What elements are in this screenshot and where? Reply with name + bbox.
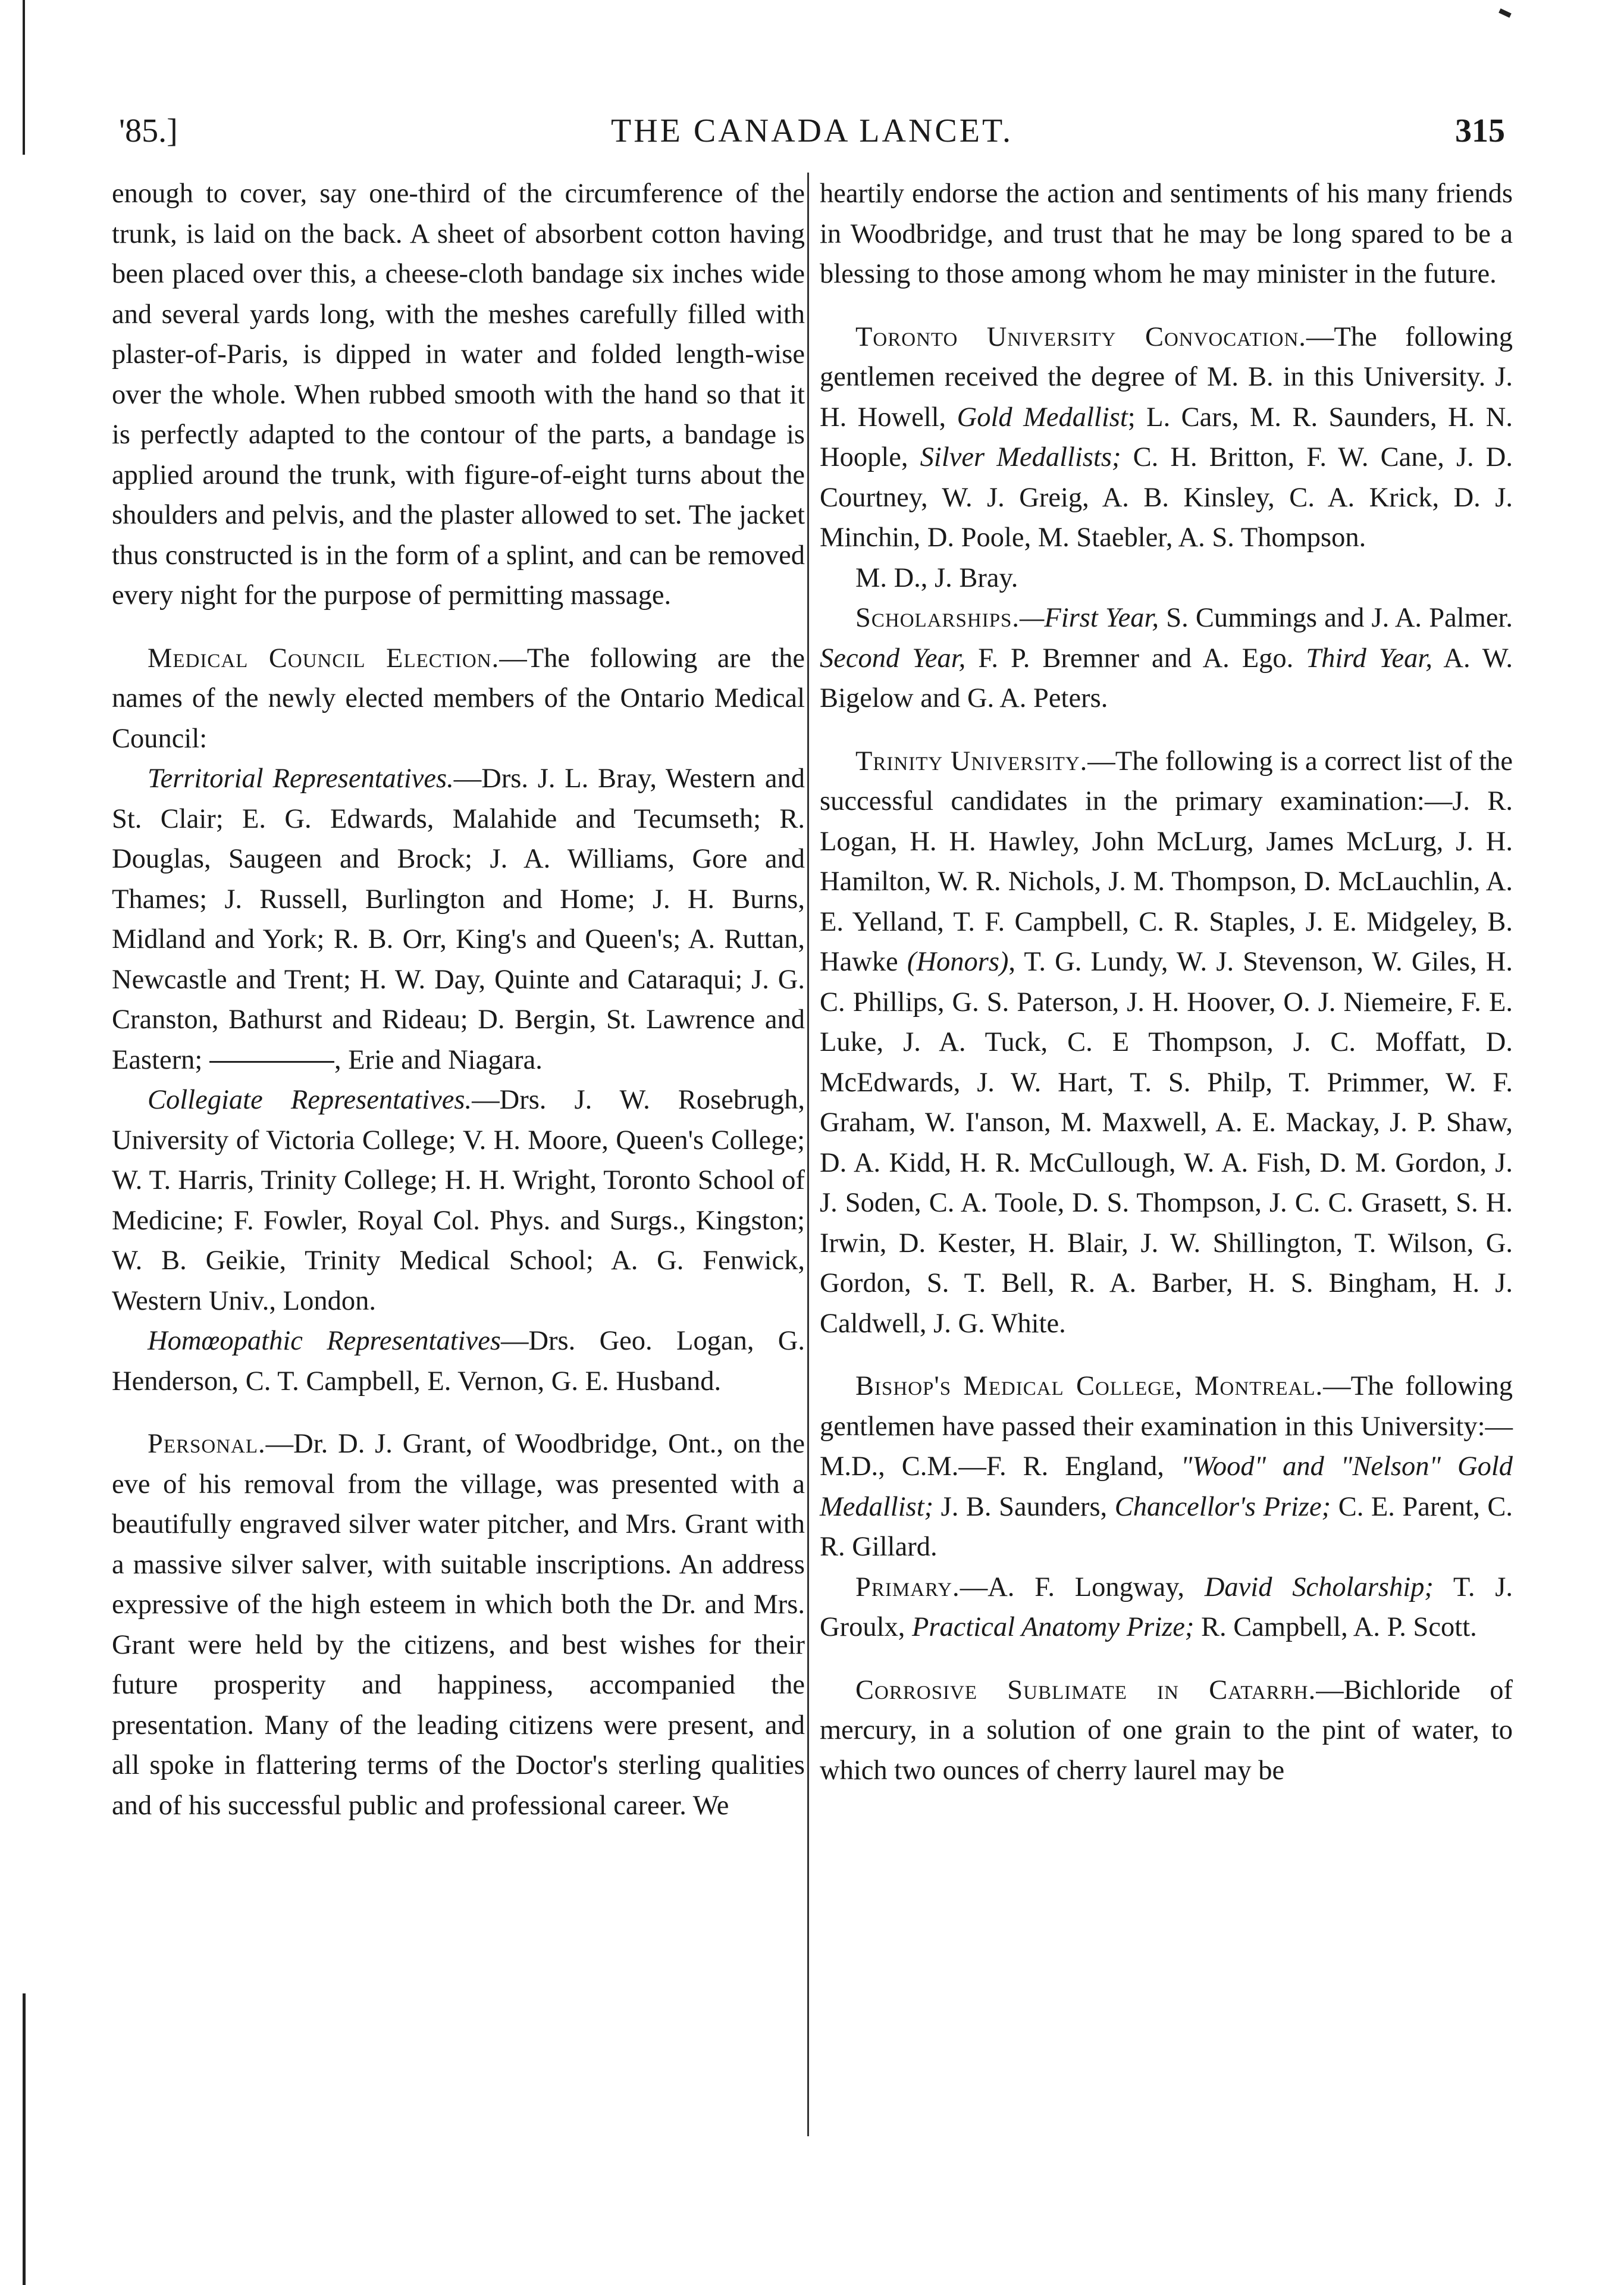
corrosive-heading: Corrosive Sublimate in Catarrh.: [855, 1674, 1316, 1705]
primary-text-c: R. Campbell, A. P. Scott.: [1201, 1612, 1477, 1642]
bishops-text-c: C. E. Parent, C. R. Gillard.: [820, 1491, 1513, 1562]
primary-heading: Primary.: [855, 1572, 960, 1602]
blank-dash: [209, 1061, 334, 1063]
homoeopathic-text: —Drs. Geo. Logan, G. Henderson, C. T. Campbell, E. Vernon, G. E. Husband.: [112, 1326, 805, 1397]
column-divider: [807, 173, 809, 2136]
third-year-names: A. W. Bigelow and G. A. Peters.: [820, 643, 1513, 713]
gold-medallist: Gold Medallist: [957, 402, 1128, 433]
trinity-paragraph: [820, 741, 1513, 1344]
bishops-text-a: —The following gentlemen have passed their examination in this University:—M.D., C.M.—F. R. England,: [820, 1371, 1513, 1482]
corrosive-paragraph: [820, 1670, 1513, 1791]
medical-council-intro: —The following are the names of the newly elected members of the Ontario Medical Council:: [112, 643, 805, 754]
medical-council-paragraph: [112, 638, 805, 759]
toronto-paragraph: [820, 317, 1513, 558]
trinity-text-a: —The following is a correct list of the successful candidates in the primary examination:—J. R. Logan, H. H. Hawley, John McLurg, James McLurg, J. H. Hamilton, W. R. Nichols, J. M. Thompson, D. McLauchlin, A. E. Yelland, T. F. Campbell, C. R. Staples, J. E. Midgeley, B. Hawke: [820, 746, 1513, 977]
third-year-label: Third Year,: [1306, 643, 1432, 674]
toronto-text-c: C. H. Britton, F. W. Cane, J. D. Courtney, W. J. Greig, A. B. Kinsley, C. A. Krick, D. J. Minchin, D. Poole, M. Staebler, A. S. Thompson.: [820, 442, 1513, 553]
page-number: 315: [1455, 112, 1505, 149]
first-year-names: S. Cummings and J. A. Palmer.: [1166, 603, 1513, 633]
territorial-text: —Drs. J. L. Bray, Western and St. Clair; E. G. Edwards, Malahide and Tecumseth; R. Douglas, Saugeen and Brock; J. A. Williams, Gore and Thames; J. Russell, Burlington and Home; J. H. Burns, Midland and York; R. B. Orr, King's and Queen's; A. Ruttan, Newcastle and Trent; H. W. Day, Quinte and Cataraqui; J. G. Cranston, Bathurst and Rideau; D. Bergin, St. Lawrence and Eastern;: [112, 763, 805, 1075]
corrosive-text: —Bichloride of mercury, in a solution of one grain to the pint of water, to which two ounces of cherry laurel may be: [820, 1674, 1513, 1786]
bishops-paragraph: [820, 1366, 1513, 1567]
silver-medallists: Silver Medallists;: [920, 442, 1121, 472]
toronto-heading: Toronto University Convocation.: [855, 321, 1306, 352]
wood-nelson-medal: "Wood" and "Nelson" Gold Medallist;: [820, 1451, 1513, 1522]
trinity-heading: Trinity University.: [855, 746, 1088, 777]
bishops-text-b: J. B. Saunders,: [940, 1491, 1108, 1522]
bandage-paragraph: enough to cover, say one-third of the circumference of the trunk, is laid on the back. A sheet of absorbent cotton having been placed over this, a cheese-cloth bandage six inches wide and several yards long, with the meshes carefully filled with plaster-of-Paris, is dipped in water and folded length-wise over the whole. When rubbed smooth with the hand so that it is perfectly adapted to the contour of the parts, a bandage is applied around the trunk, with figure-of-eight turns about the shoulders and pelvis, and the plaster allowed to set. The jacket thus constructed is in the form of a splint, and can be removed every night for the purpose of permitting massage.: [112, 179, 805, 611]
woodbridge-continuation: heartily endorse the action and sentiments of his many friends in Woodbridge, and trust that he may be long spared to be a blessing to those among whom he may minister in the future.: [820, 179, 1513, 289]
medical-council-heading: Medical Council Election.: [148, 643, 500, 674]
bishops-heading: Bishop's Medical College, Montreal.: [855, 1371, 1324, 1401]
territorial-paragraph: [112, 759, 805, 1080]
david-scholarship: David Scholarship;: [1204, 1572, 1434, 1602]
primary-paragraph: [820, 1567, 1513, 1648]
chancellors-prize: Chancellor's Prize;: [1114, 1491, 1331, 1522]
homoeopathic-label: Homœopathic Representatives: [148, 1326, 501, 1356]
collegiate-label: Collegiate Representatives.: [148, 1085, 472, 1115]
territorial-label: Territorial Representatives.: [148, 763, 454, 794]
collegiate-paragraph: [112, 1080, 805, 1321]
first-year-label: —First Year,: [1020, 603, 1159, 633]
page-header: [119, 107, 1505, 155]
personal-text: —Dr. D. J. Grant, of Woodbridge, Ont., on the eve of his removal from the village, was presented with a beautifully engraved silver water pitcher, and Mrs. Grant with a massive silver salver, with suitable inscriptions. An address expressive of the high esteem in which both the Dr. and Mrs. Grant were held by the citizens, and best wishes for their future prosperity and happiness, accompanied the presentation. Many of the leading citizens were present, and all spoke in flattering terms of the Doctor's sterling qualities and of his successful public and professional career. We: [112, 1429, 805, 1821]
primary-text-a: —A. F. Longway,: [960, 1572, 1184, 1602]
homoeopathic-paragraph: [112, 1321, 805, 1401]
second-year-names: F. P. Bremner and A. Ego.: [978, 643, 1294, 674]
personal-paragraph: [112, 1424, 805, 1826]
honors-note: (Honors): [907, 947, 1009, 977]
scan-edge-line-bottom: [23, 1993, 26, 2285]
md-line: M. D., J. Bray.: [855, 562, 1018, 593]
header-volume-year: '85.]: [119, 112, 178, 149]
toronto-text-a: —The following gentlemen received the degree of M. B. in this University. J. H. Howell,: [820, 321, 1513, 433]
toronto-text-b: ; L. Cars, M. R. Saunders, H. N. Hoople,: [820, 402, 1513, 472]
trinity-text-b: , T. G. Lundy, W. J. Stevenson, W. Giles, H. C. Phillips, G. S. Paterson, J. H. Hoover, O. J. Niemeire, F. E. Luke, J. A. Tuck, C. E Thompson, J. C. Moffatt, D. McEdwards, J. W. Hart, T. S. Philp, T. Primmer, W. F. Graham, W. I'anson, M. Maxwell, A. E. Mackay, J. P. Shaw, D. A. Kidd, H. R. McCullough, W. A. Fish, D. M. Gordon, J. J. Soden, C. A. Toole, D. S. Thompson, J. C. C. Grasett, S. H. Irwin, D. Kester, H. Blair, J. W. Shillington, T. Wilson, G. Gordon, S. T. Bell, R. A. Barber, H. S. Bingham, H. J. Caldwell, J. G. White.: [820, 947, 1513, 1339]
scan-corner-mark: [1498, 8, 1512, 18]
scan-edge-line-top: [23, 0, 25, 155]
territorial-tail: , Erie and Niagara.: [334, 1044, 543, 1075]
practical-anatomy-prize: Practical Anatomy Prize;: [912, 1612, 1195, 1642]
second-year-label: Second Year,: [820, 643, 966, 674]
primary-text-b: T. J. Groulx,: [820, 1572, 1513, 1642]
collegiate-text: —Drs. J. W. Rosebrugh, University of Victoria College; V. H. Moore, Queen's College; W. T. Harris, Trinity College; H. H. Wright, Toronto School of Medicine; F. Fowler, Royal Col. Phys. and Surgs., Kingston; W. B. Geikie, Trinity Medical School; A. G. Fenwick, Western Univ., London.: [112, 1085, 805, 1316]
scholarships-heading: Scholarships.: [855, 603, 1020, 633]
left-column: [112, 174, 805, 1826]
scholarships-paragraph: [820, 598, 1513, 719]
personal-heading: Personal.: [148, 1429, 266, 1459]
right-column: [820, 174, 1513, 1791]
journal-title: THE CANADA LANCET.: [610, 112, 1014, 149]
